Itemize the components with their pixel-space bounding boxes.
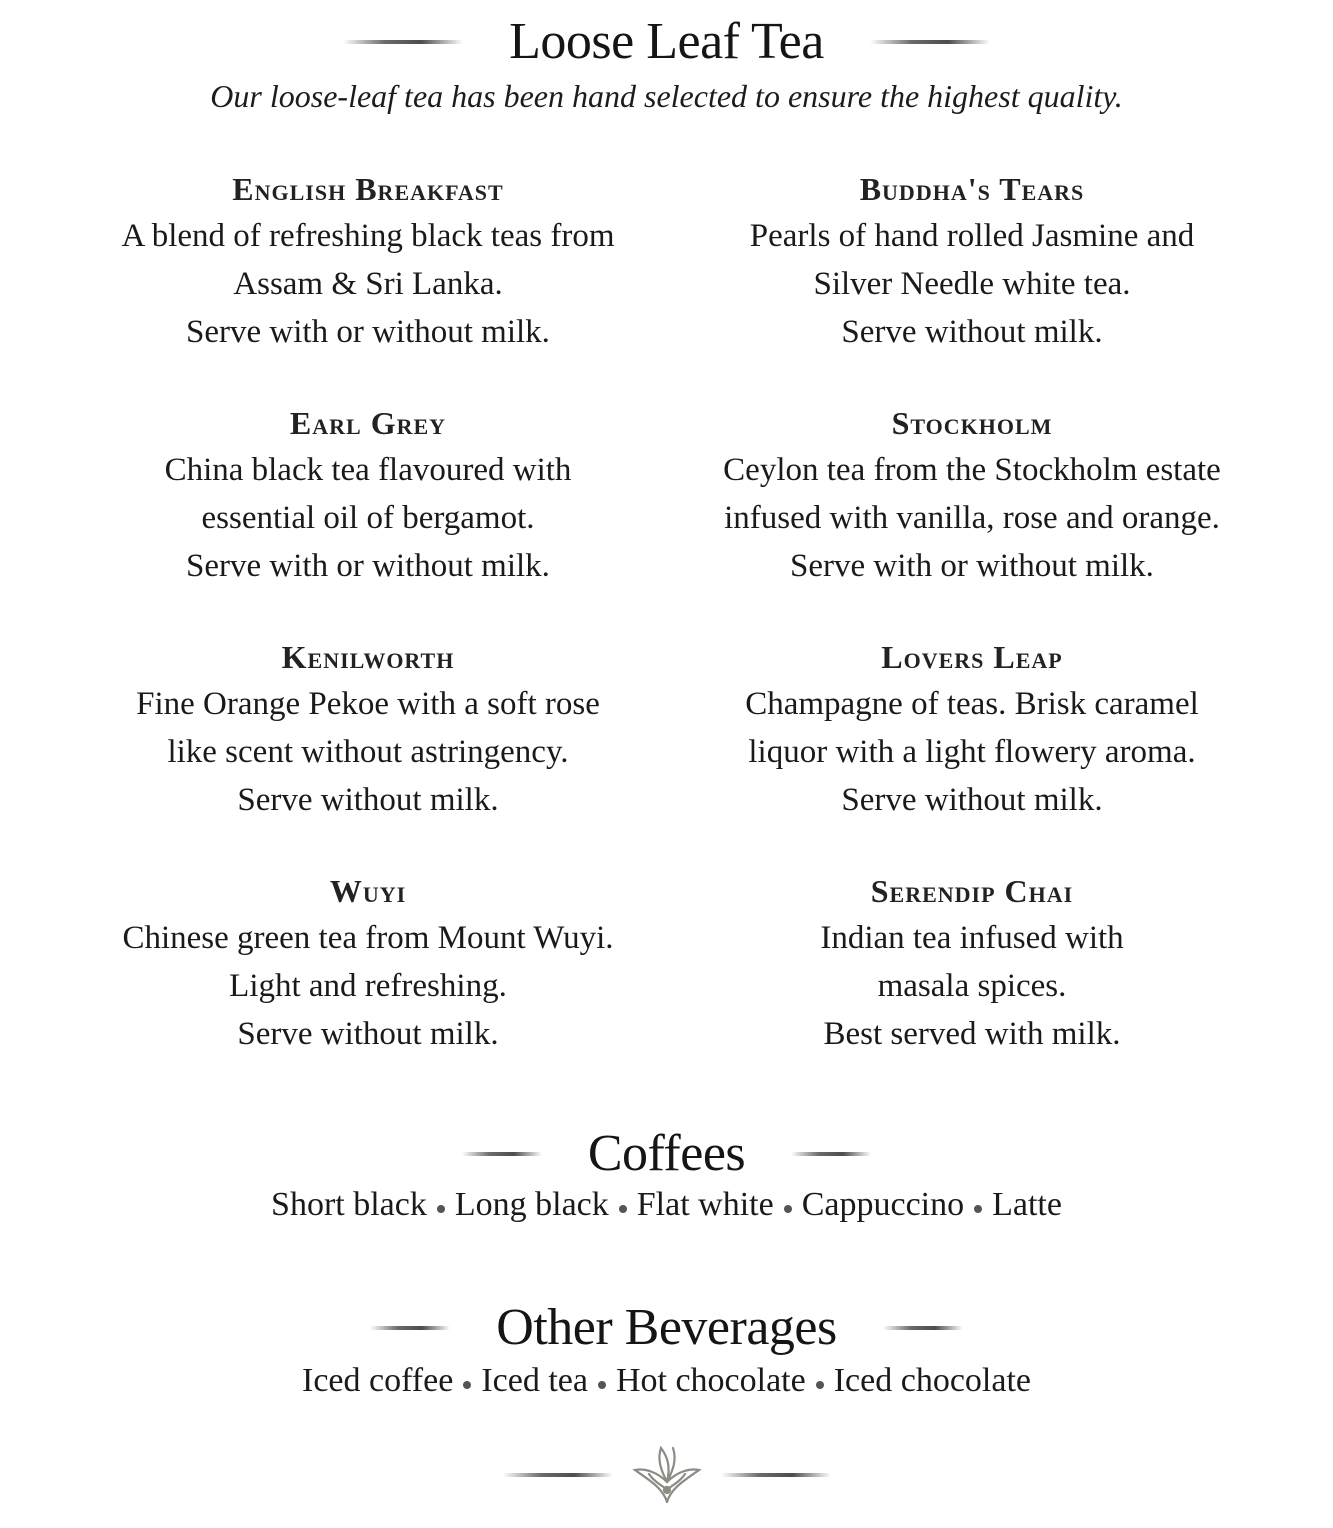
tea-serving-note: Serve with or without milk.	[186, 314, 550, 350]
ornament-rule-left	[503, 1473, 613, 1477]
coffees-list	[0, 1186, 1333, 1224]
bullet-separator	[816, 1381, 824, 1389]
beverage-item: Iced tea	[481, 1362, 588, 1399]
bullet-separator	[437, 1205, 445, 1213]
tea-serving-note: Serve without milk.	[841, 314, 1103, 350]
bullet-separator	[598, 1381, 606, 1389]
tea-description-line: Champagne of teas. Brisk caramel	[745, 686, 1199, 722]
heading-rule-right	[883, 1326, 963, 1330]
tea-item-kenilworth	[58, 634, 678, 824]
tea-description-line: masala spices.	[877, 968, 1067, 1004]
tea-name: Buddha's Tears	[859, 171, 1085, 207]
tea-serving-note: Best served with milk.	[823, 1016, 1121, 1052]
heading-rule-right	[791, 1152, 871, 1156]
coffee-item: Short black	[271, 1186, 427, 1223]
tea-name: Serendip Chai	[870, 873, 1074, 909]
tea-description-line: China black tea flavoured with	[164, 452, 572, 488]
tea-description-line: infused with vanilla, rose and orange.	[724, 500, 1220, 536]
tea-description-line: Ceylon tea from the Stockholm estate	[723, 452, 1221, 488]
coffees-title: Coffees	[587, 1125, 746, 1182]
tea-serving-note: Serve with or without milk.	[790, 548, 1154, 584]
tea-description-line: A blend of refreshing black teas from	[121, 218, 615, 254]
coffee-item: Long black	[454, 1186, 609, 1223]
tea-name: English Breakfast	[232, 171, 504, 207]
tea-name: Kenilworth	[281, 639, 455, 675]
tea-item-buddhas-tears	[662, 166, 1282, 356]
tea-description-line: Chinese green tea from Mount Wuyi.	[122, 920, 614, 956]
tea-description-line: Pearls of hand rolled Jasmine and	[749, 218, 1195, 254]
other-beverages-heading	[0, 1298, 1333, 1357]
beverage-item: Iced chocolate	[833, 1362, 1031, 1399]
loose-leaf-tagline: Our loose-leaf tea has been hand selected to ensure the highest quality.	[210, 78, 1123, 114]
coffee-item: Latte	[992, 1186, 1062, 1223]
tea-description-line: liquor with a light flowery aroma.	[748, 734, 1196, 770]
tea-description-line: Fine Orange Pekoe with a soft rose	[136, 686, 600, 722]
heading-rule-left	[462, 1152, 542, 1156]
beverage-item: Iced coffee	[302, 1362, 454, 1399]
loose-leaf-title: Loose Leaf Tea	[509, 13, 824, 70]
tea-description-line: essential oil of bergamot.	[201, 500, 535, 536]
bullet-separator	[463, 1381, 471, 1389]
tea-item-serendip-chai	[662, 868, 1282, 1058]
other-beverages-title: Other Beverages	[496, 1299, 837, 1356]
tea-serving-note: Serve with or without milk.	[186, 548, 550, 584]
heading-rule-left	[370, 1326, 450, 1330]
tea-name: Lovers Leap	[881, 639, 1063, 675]
coffee-item: Flat white	[636, 1186, 774, 1223]
heading-rule-left	[343, 40, 463, 44]
tea-item-english-breakfast	[58, 166, 678, 356]
bottom-ornament	[0, 1440, 1333, 1510]
tea-item-stockholm	[662, 400, 1282, 590]
tea-description-line: Light and refreshing.	[229, 968, 507, 1004]
tea-serving-note: Serve without milk.	[237, 1016, 499, 1052]
tea-name: Earl Grey	[289, 405, 447, 441]
tea-description-line: Silver Needle white tea.	[813, 266, 1131, 302]
leaf-ornament-icon	[627, 1440, 707, 1510]
bullet-separator	[974, 1205, 982, 1213]
beverage-item: Hot chocolate	[615, 1362, 806, 1399]
coffee-item: Cappuccino	[801, 1186, 965, 1223]
tea-item-lovers-leap	[662, 634, 1282, 824]
tea-name: Wuyi	[329, 873, 407, 909]
tea-description-line: Indian tea infused with	[820, 920, 1124, 956]
coffees-heading	[0, 1124, 1333, 1183]
tea-serving-note: Serve without milk.	[237, 782, 499, 818]
tea-description-line: like scent without astringency.	[167, 734, 569, 770]
heading-rule-right	[870, 40, 990, 44]
bullet-separator	[619, 1205, 627, 1213]
tea-serving-note: Serve without milk.	[841, 782, 1103, 818]
tea-item-wuyi	[58, 868, 678, 1058]
tea-item-earl-grey	[58, 400, 678, 590]
tea-description-line: Assam & Sri Lanka.	[233, 266, 503, 302]
other-beverages-list	[0, 1362, 1333, 1400]
ornament-rule-right	[721, 1473, 831, 1477]
bullet-separator	[784, 1205, 792, 1213]
loose-leaf-heading	[0, 12, 1333, 71]
tea-name: Stockholm	[891, 405, 1053, 441]
